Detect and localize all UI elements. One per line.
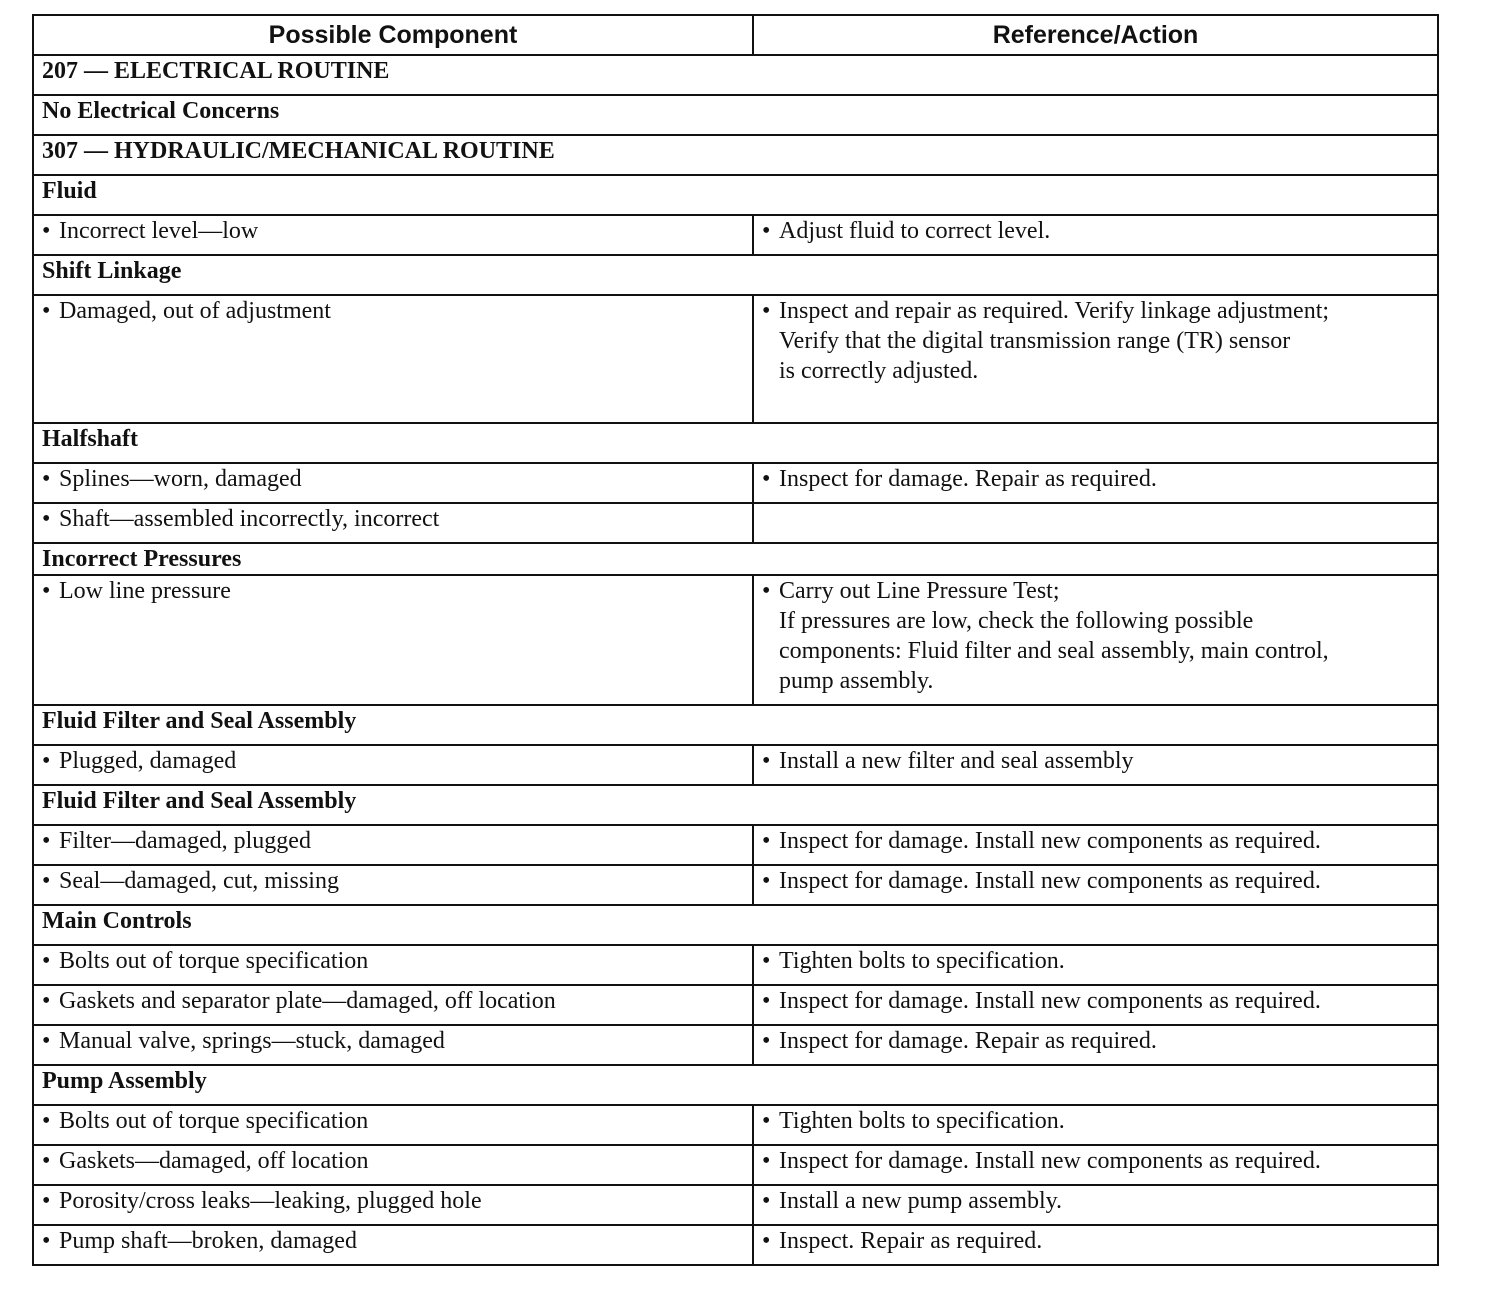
component-text: Bolts out of torque specification — [59, 1108, 369, 1134]
table-row — [33, 745, 1438, 785]
action-text: Inspect for damage. Repair as required. — [779, 466, 1157, 492]
bullet-icon — [42, 1026, 59, 1056]
action-text: Install a new pump assembly. — [779, 1188, 1063, 1214]
component-text: Pump shaft—broken, damaged — [59, 1228, 357, 1254]
component-cell — [33, 825, 753, 865]
bullet-icon — [42, 1146, 59, 1176]
bullet-icon — [762, 946, 779, 976]
action-cell — [753, 1145, 1438, 1185]
table-row — [33, 575, 1438, 705]
bullet-icon — [42, 216, 59, 246]
action-text: Tighten bolts to specification. — [779, 948, 1065, 974]
section-title: Pump Assembly — [33, 1065, 1438, 1105]
component-text: Shaft—assembled incorrectly, incorrect — [59, 506, 440, 532]
bullet-icon — [42, 1226, 59, 1256]
table-row — [33, 985, 1438, 1025]
bullet-icon — [42, 746, 59, 776]
table-row — [33, 463, 1438, 503]
table-header-row — [33, 15, 1438, 55]
component-cell — [33, 745, 753, 785]
action-text: Install a new filter and seal assembly — [779, 748, 1134, 774]
component-cell — [33, 215, 753, 255]
table-row — [33, 1145, 1438, 1185]
action-cell — [753, 945, 1438, 985]
table-row — [33, 1185, 1438, 1225]
section-row — [33, 705, 1438, 745]
section-title: Shift Linkage — [33, 255, 1438, 295]
bullet-icon — [42, 866, 59, 896]
bullet-icon — [42, 1186, 59, 1216]
action-cell — [753, 215, 1438, 255]
section-row — [33, 135, 1438, 175]
section-title: 307 — HYDRAULIC/MECHANICAL ROUTINE — [33, 135, 1438, 175]
section-row — [33, 1065, 1438, 1105]
bullet-icon — [762, 216, 779, 246]
component-text: Low line pressure — [59, 578, 231, 604]
bullet-icon — [762, 1146, 779, 1176]
component-text: Damaged, out of adjustment — [59, 298, 331, 324]
component-text: Plugged, damaged — [59, 748, 237, 774]
component-cell — [33, 985, 753, 1025]
bullet-icon — [762, 1106, 779, 1136]
action-text: Inspect. Repair as required. — [779, 1228, 1043, 1254]
section-title: 207 — ELECTRICAL ROUTINE — [33, 55, 1438, 95]
table-row — [33, 1025, 1438, 1065]
component-text: Filter—damaged, plugged — [59, 828, 311, 854]
component-cell — [33, 865, 753, 905]
section-row — [33, 55, 1438, 95]
action-text: Carry out Line Pressure Test; If pressures are low, check the following possible components: Fluid filter and seal assembly, main control, pump assembly. — [779, 578, 1329, 694]
component-text: Porosity/cross leaks—leaking, plugged hole — [59, 1188, 482, 1214]
bullet-icon — [762, 746, 779, 776]
component-text: Manual valve, springs—stuck, damaged — [59, 1028, 445, 1054]
action-cell — [753, 825, 1438, 865]
section-row — [33, 543, 1438, 575]
section-title: Halfshaft — [33, 423, 1438, 463]
bullet-icon — [42, 946, 59, 976]
section-row — [33, 785, 1438, 825]
section-row — [33, 905, 1438, 945]
section-title: Fluid Filter and Seal Assembly — [33, 705, 1438, 745]
action-text: Inspect for damage. Repair as required. — [779, 1028, 1157, 1054]
component-text: Bolts out of torque specification — [59, 948, 369, 974]
table-row — [33, 215, 1438, 255]
action-cell — [753, 1025, 1438, 1065]
action-cell — [753, 745, 1438, 785]
diagnosis-table — [32, 14, 1439, 1266]
component-cell — [33, 1025, 753, 1065]
action-text: Inspect for damage. Install new components as required. — [779, 988, 1321, 1014]
component-cell — [33, 575, 753, 705]
table-row — [33, 295, 1438, 423]
component-text: Gaskets and separator plate—damaged, off location — [59, 988, 556, 1014]
bullet-icon — [42, 826, 59, 856]
action-text: Inspect for damage. Install new components as required. — [779, 1148, 1321, 1174]
action-cell — [753, 463, 1438, 503]
component-cell — [33, 463, 753, 503]
action-text: Adjust fluid to correct level. — [779, 218, 1051, 244]
component-cell — [33, 1225, 753, 1265]
section-row — [33, 255, 1438, 295]
component-cell — [33, 295, 753, 423]
section-row — [33, 423, 1438, 463]
action-cell — [753, 985, 1438, 1025]
action-text: Inspect and repair as required. Verify linkage adjustment; Verify that the digital transmission range (TR) sensor is correctly adjusted. — [779, 298, 1330, 384]
table-row — [33, 1225, 1438, 1265]
section-title: Fluid — [33, 175, 1438, 215]
component-cell — [33, 1105, 753, 1145]
bullet-icon — [762, 986, 779, 1016]
component-cell — [33, 1185, 753, 1225]
bullet-icon — [762, 866, 779, 896]
section-title: No Electrical Concerns — [33, 95, 1438, 135]
component-cell — [33, 1145, 753, 1185]
table-row — [33, 503, 1438, 543]
section-row — [33, 175, 1438, 215]
bullet-icon — [42, 296, 59, 326]
bullet-icon — [42, 986, 59, 1016]
section-title: Fluid Filter and Seal Assembly — [33, 785, 1438, 825]
bullet-icon — [762, 1186, 779, 1216]
bullet-icon — [762, 826, 779, 856]
action-cell — [753, 575, 1438, 705]
action-cell — [753, 1105, 1438, 1145]
table-row — [33, 1105, 1438, 1145]
component-text: Seal—damaged, cut, missing — [59, 868, 339, 894]
action-cell — [753, 1185, 1438, 1225]
action-text: Inspect for damage. Install new components as required. — [779, 828, 1321, 854]
column-header-action: Reference/Action — [753, 15, 1438, 55]
action-cell — [753, 1225, 1438, 1265]
bullet-icon — [762, 296, 779, 386]
component-cell — [33, 945, 753, 985]
table-row — [33, 825, 1438, 865]
component-text: Incorrect level—low — [59, 218, 259, 244]
component-text: Splines—worn, damaged — [59, 466, 302, 492]
bullet-icon — [762, 576, 779, 696]
bullet-icon — [762, 1226, 779, 1256]
bullet-icon — [762, 464, 779, 494]
component-cell — [33, 503, 753, 543]
section-row — [33, 95, 1438, 135]
action-cell — [753, 503, 1438, 543]
column-header-component: Possible Component — [33, 15, 753, 55]
action-cell — [753, 865, 1438, 905]
section-title: Incorrect Pressures — [33, 543, 1438, 575]
action-text: Tighten bolts to specification. — [779, 1108, 1065, 1134]
action-text: Inspect for damage. Install new components as required. — [779, 868, 1321, 894]
table-row — [33, 865, 1438, 905]
bullet-icon — [42, 464, 59, 494]
action-cell — [753, 295, 1438, 423]
component-text: Gaskets—damaged, off location — [59, 1148, 369, 1174]
bullet-icon — [42, 504, 59, 534]
bullet-icon — [42, 1106, 59, 1136]
section-title: Main Controls — [33, 905, 1438, 945]
table-row — [33, 945, 1438, 985]
bullet-icon — [42, 576, 59, 606]
bullet-icon — [762, 1026, 779, 1056]
